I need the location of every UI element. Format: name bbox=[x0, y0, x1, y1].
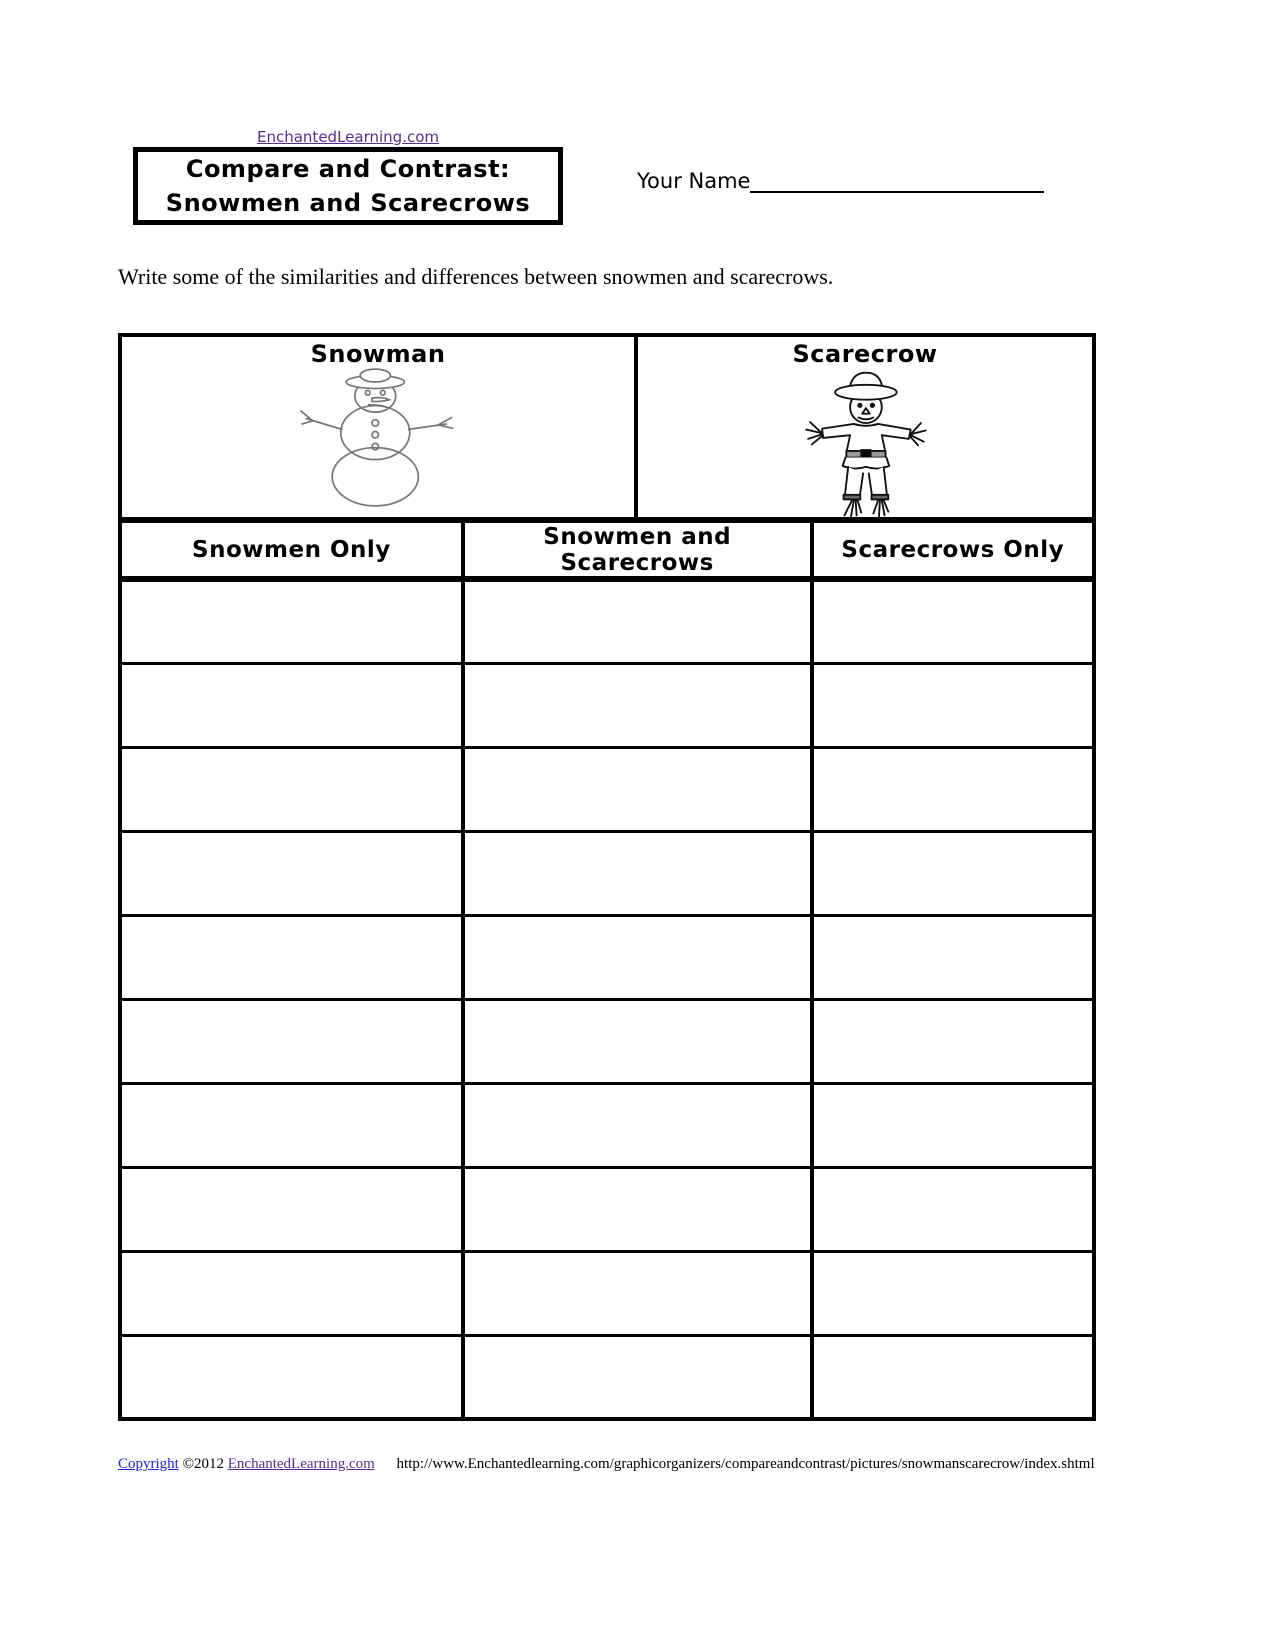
header-snowmen-and-scarecrows: Snowmen and Scarecrows bbox=[463, 521, 812, 579]
organizer-empty-row bbox=[120, 999, 1094, 1083]
organizer-write-cell bbox=[463, 663, 812, 747]
page-title-line2: Snowmen and Scarecrows bbox=[165, 189, 531, 217]
header-snowmen-only: Snowmen Only bbox=[120, 521, 463, 579]
organizer-empty-row bbox=[120, 663, 1094, 747]
name-label: Your Name bbox=[637, 169, 751, 193]
scarecrow-drawing bbox=[795, 368, 935, 517]
organizer-write-cell bbox=[120, 1083, 463, 1167]
organizer-empty-row bbox=[120, 1167, 1094, 1251]
copyright-year: ©2012 bbox=[182, 1456, 224, 1472]
organizer-write-cell bbox=[812, 1083, 1094, 1167]
name-field bbox=[637, 169, 1044, 193]
organizer-write-cell bbox=[463, 1167, 812, 1251]
organizer-write-cell bbox=[812, 1251, 1094, 1335]
title-box bbox=[133, 147, 563, 225]
organizer-write-cell bbox=[120, 1335, 463, 1419]
snowman-cell bbox=[122, 337, 638, 517]
organizer-write-cell bbox=[812, 831, 1094, 915]
organizer-write-cell bbox=[812, 747, 1094, 831]
site-link-footer[interactable]: EnchantedLearning.com bbox=[227, 1456, 375, 1472]
picture-table bbox=[118, 333, 1096, 521]
header-scarecrows-only: Scarecrows Only bbox=[812, 521, 1094, 579]
organizer-header-row bbox=[120, 521, 1094, 579]
organizer-write-cell bbox=[463, 1083, 812, 1167]
organizer-write-cell bbox=[120, 747, 463, 831]
snowman-label: Snowman bbox=[310, 340, 446, 368]
organizer-table bbox=[118, 519, 1096, 1421]
organizer-write-cell bbox=[120, 579, 463, 663]
organizer-empty-row bbox=[120, 1251, 1094, 1335]
organizer-empty-row bbox=[120, 1083, 1094, 1167]
organizer-write-cell bbox=[812, 915, 1094, 999]
scarecrow-label: Scarecrow bbox=[792, 340, 938, 368]
organizer-empty-row bbox=[120, 915, 1094, 999]
organizer-table-body bbox=[120, 579, 1094, 1419]
organizer-write-cell bbox=[812, 579, 1094, 663]
site-link-top[interactable]: EnchantedLearning.com bbox=[257, 128, 439, 146]
organizer-write-cell bbox=[812, 999, 1094, 1083]
footer bbox=[118, 1456, 1095, 1473]
organizer-write-cell bbox=[463, 747, 812, 831]
scarecrow-cell bbox=[638, 337, 1092, 517]
organizer-write-cell bbox=[463, 1335, 812, 1419]
organizer-write-cell bbox=[463, 831, 812, 915]
organizer-empty-row bbox=[120, 831, 1094, 915]
snowman-drawing bbox=[296, 368, 461, 508]
organizer-write-cell bbox=[463, 579, 812, 663]
page-title-line1: Compare and Contrast: bbox=[185, 155, 511, 183]
organizer-write-cell bbox=[463, 1251, 812, 1335]
organizer-write-cell bbox=[120, 1167, 463, 1251]
organizer-write-cell bbox=[120, 915, 463, 999]
page-url-text: http://www.Enchantedlearning.com/graphicorganizers/compareandcontrast/pictures/snowmanscarecrow/index.shtml bbox=[396, 1456, 1095, 1472]
organizer-empty-row bbox=[120, 579, 1094, 663]
organizer-write-cell bbox=[120, 1251, 463, 1335]
organizer-write-cell bbox=[120, 831, 463, 915]
organizer-write-cell bbox=[463, 999, 812, 1083]
organizer-write-cell bbox=[120, 999, 463, 1083]
organizer-write-cell bbox=[812, 1167, 1094, 1251]
organizer-write-cell bbox=[812, 1335, 1094, 1419]
organizer-empty-row bbox=[120, 747, 1094, 831]
copyright-link[interactable]: Copyright bbox=[118, 1456, 179, 1472]
name-blank-line bbox=[750, 170, 1044, 193]
organizer-write-cell bbox=[812, 663, 1094, 747]
organizer-write-cell bbox=[463, 915, 812, 999]
instruction-text: Write some of the similarities and differences between snowmen and scarecrows. bbox=[118, 264, 834, 289]
organizer-empty-row bbox=[120, 1335, 1094, 1419]
organizer-write-cell bbox=[120, 663, 463, 747]
